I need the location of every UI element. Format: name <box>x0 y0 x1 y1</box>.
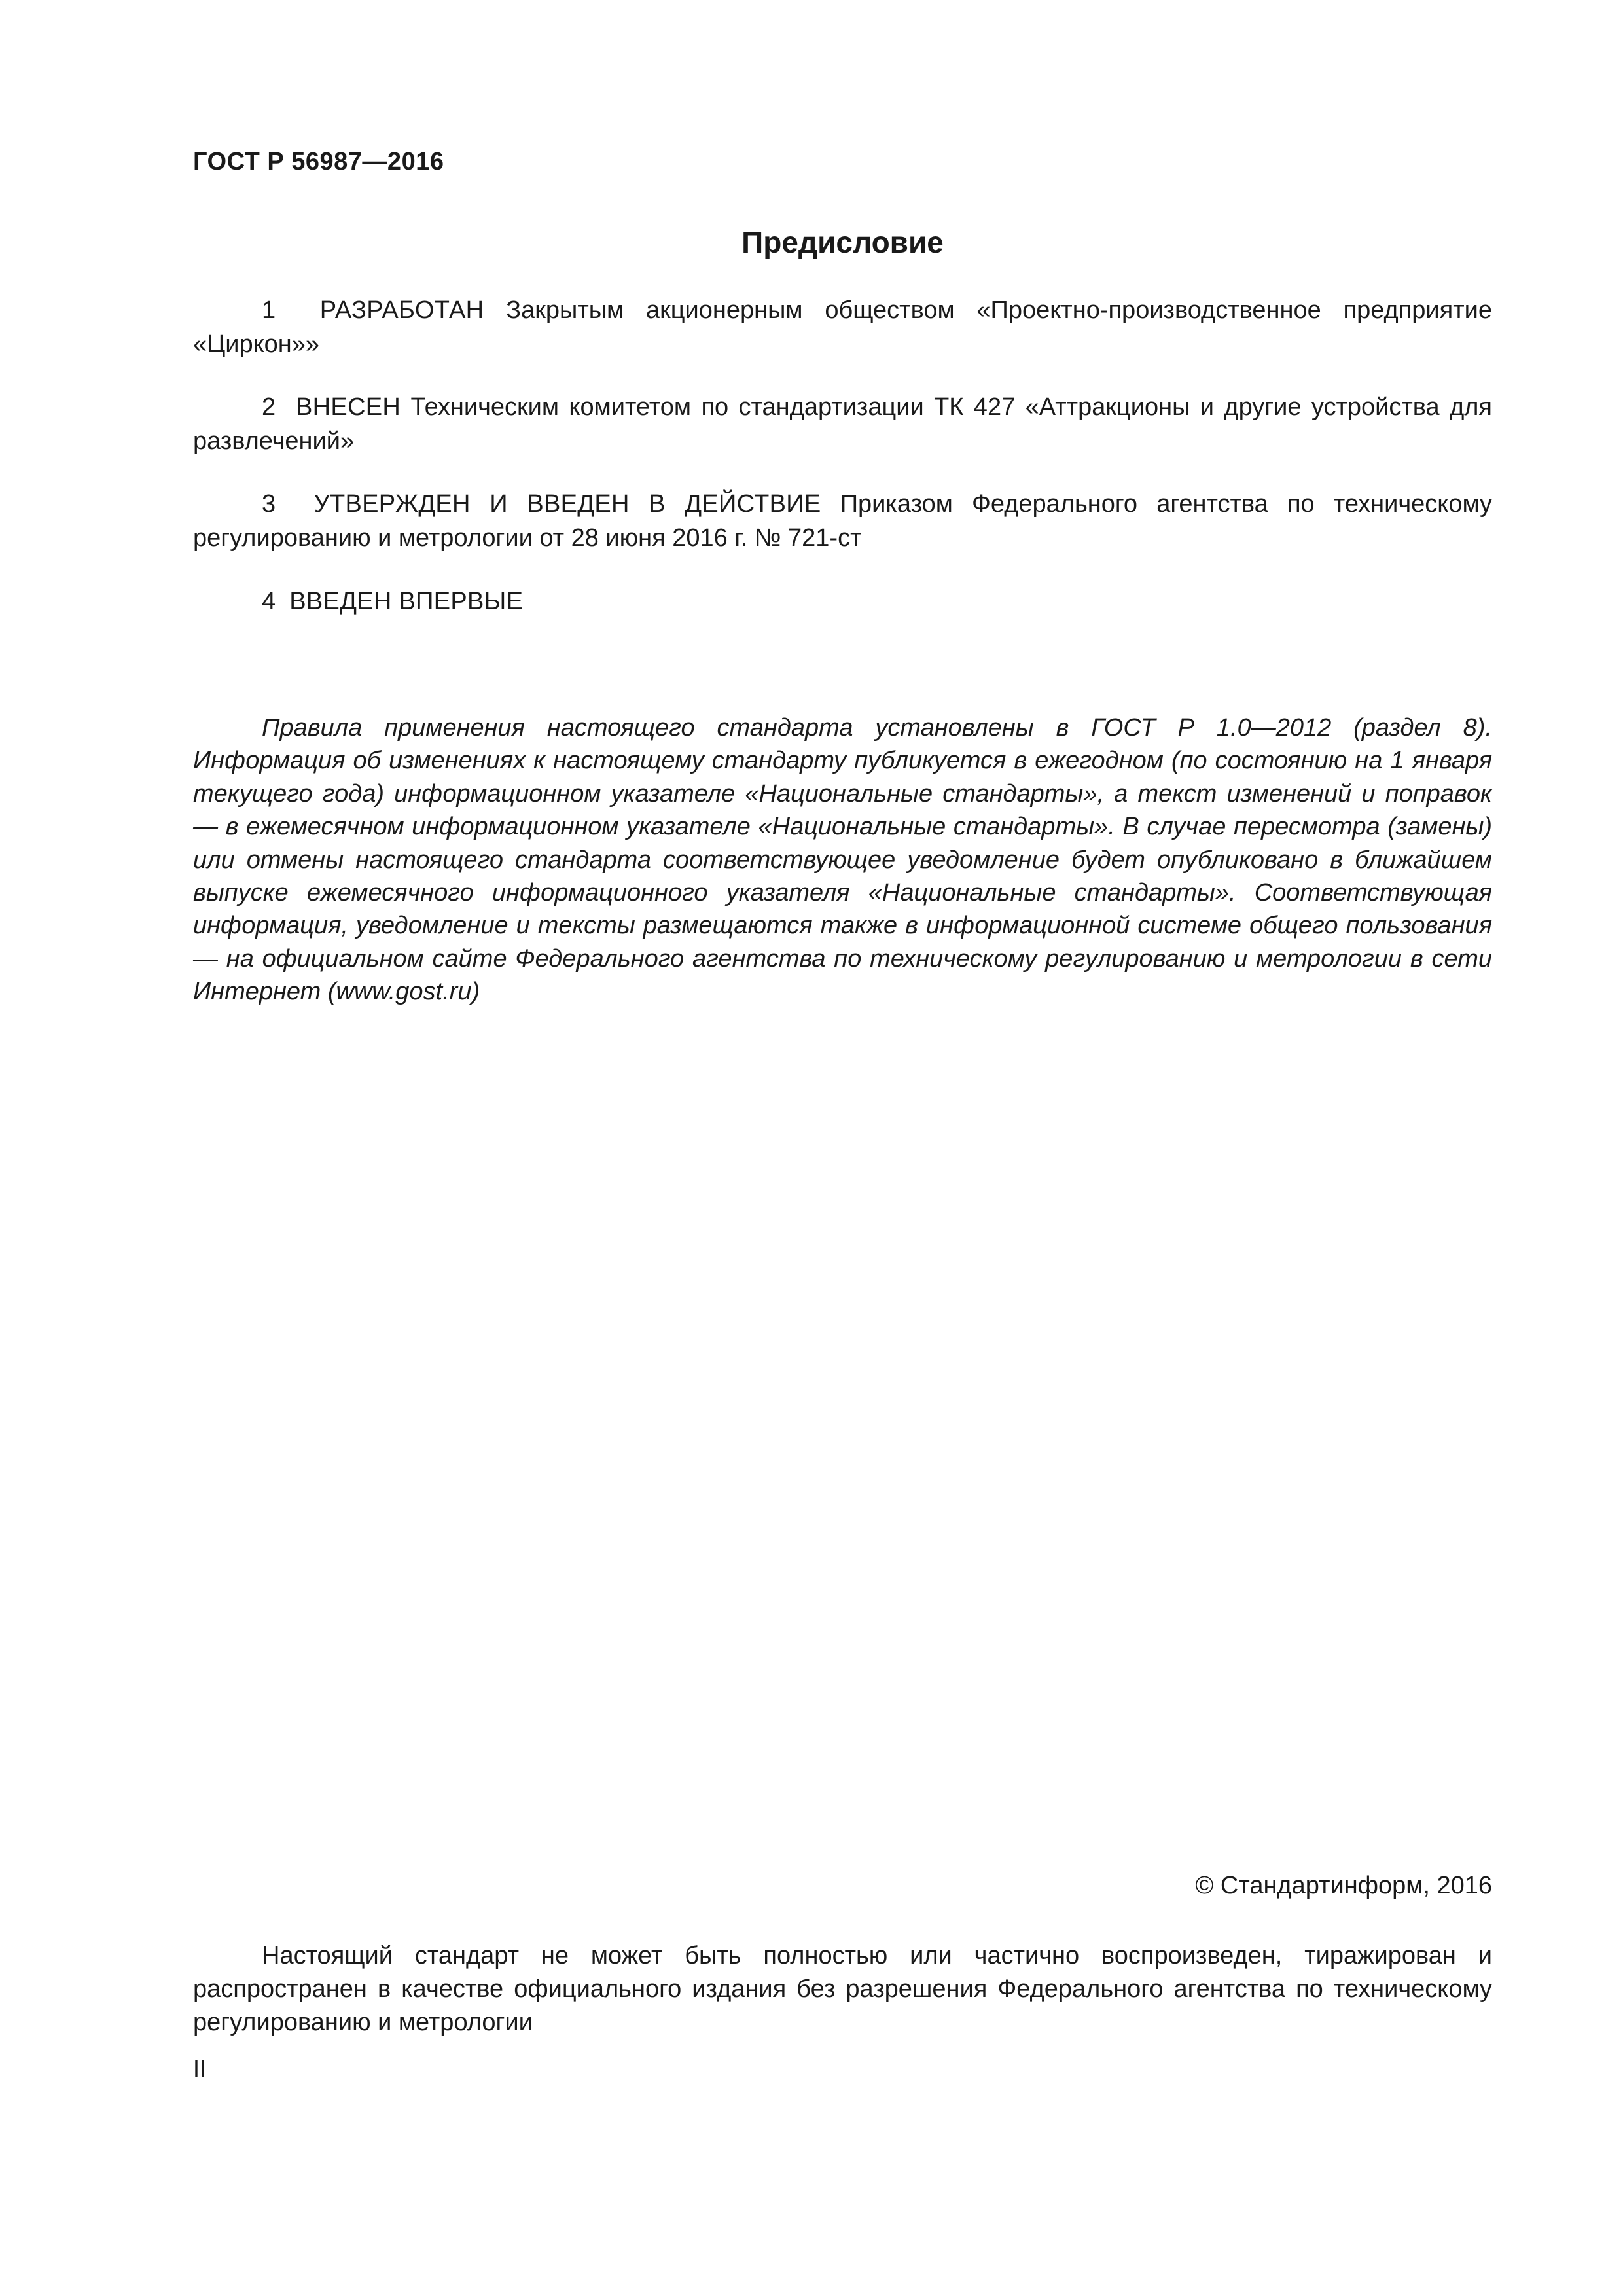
reproduction-notice: Настоящий стандарт не может быть полностью или частично воспроизведен, тиражирован и распространен в качестве официального издания без разрешения Федерального агентства по техническому регулированию и метрологии <box>193 1942 1492 2036</box>
copyright-line: © Стандартинформ, 2016 <box>1195 1872 1492 1899</box>
item-number: 1 <box>262 296 276 324</box>
item-number: 2 <box>262 393 276 421</box>
item-text: Приказом Федерального агентства по техническому регулированию и метрологии от 28 июня 2016 г. № 721-ст <box>193 490 1492 552</box>
item-number: 4 <box>262 588 276 615</box>
item-text: Техническим комитетом по стандартизации ТК 427 «Аттракционы и другие устройства для развлечений» <box>193 393 1492 455</box>
item-number: 3 <box>262 490 276 518</box>
preface-item-2 <box>193 390 1492 458</box>
preface-title: Предисловие <box>741 225 944 259</box>
preface-item-4 <box>193 584 1492 619</box>
document-id: ГОСТ Р 56987—2016 <box>193 148 444 175</box>
item-keyword: УТВЕРЖДЕН И ВВЕДЕН В ДЕЙСТВИЕ <box>313 490 821 518</box>
preface-item-3 <box>193 487 1492 555</box>
item-keyword: РАЗРАБОТАН <box>319 296 484 324</box>
item-keyword: ВНЕСЕН <box>295 393 401 421</box>
item-keyword: ВВЕДЕН ВПЕРВЫЕ <box>289 588 524 615</box>
page-number: II <box>193 2055 207 2082</box>
application-rules-notice: Правила применения настоящего стандарта установлены в ГОСТ Р 1.0—2012 (раздел 8). Информация об изменениях к настоящему стандарту публикуется в ежегодном (по состоянию на 1 января текущего года) информационном указателе «Национальные стандарты», а текст изменений и поправок — в ежемесячном информационном указателе «Национальные стандарты». В случае пересмотра (замены) или отмены настоящего стандарта соответствующее уведомление будет опубликовано в ближайшем выпуске ежемесячного информационного указателя «Национальные стандарты». Соответствующая информация, уведомление и тексты размещаются также в информационной системе общего пользования — на официальном сайте Федерального агентства по техническому регулированию и метрологии в сети Интернет (www.gost.ru) <box>193 714 1492 1006</box>
preface-item-1 <box>193 293 1492 361</box>
item-text: Закрытым акционерным обществом «Проектно-производственное предприятие «Циркон»» <box>193 296 1492 358</box>
